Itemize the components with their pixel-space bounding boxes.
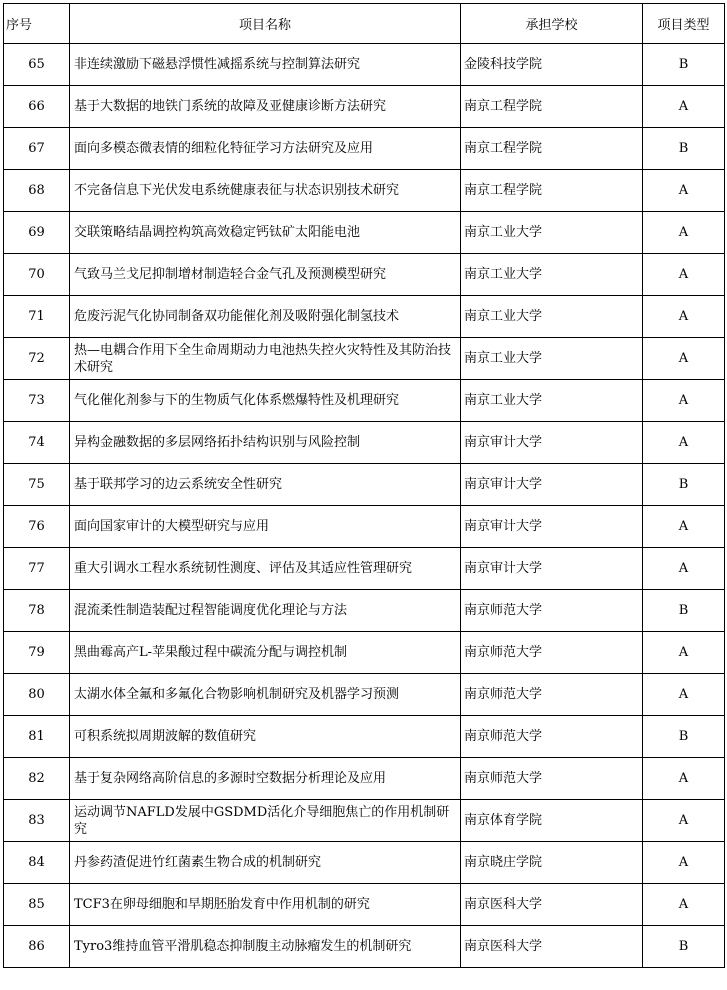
- row-project-name: TCF3在卵母细胞和早期胚胎发育中作用机制的研究: [70, 884, 461, 926]
- table-row: [4, 128, 725, 170]
- row-school: 南京师范大学: [461, 632, 643, 674]
- table-row: [4, 800, 725, 842]
- row-seq: 74: [4, 422, 70, 464]
- table-row: [4, 716, 725, 758]
- row-school: 南京师范大学: [461, 674, 643, 716]
- row-seq: 84: [4, 842, 70, 884]
- row-school: 南京工业大学: [461, 212, 643, 254]
- table-row: [4, 254, 725, 296]
- row-seq: 70: [4, 254, 70, 296]
- table-body: [4, 44, 725, 968]
- row-school: 南京工程学院: [461, 128, 643, 170]
- row-project-type: A: [643, 254, 725, 296]
- table-row: [4, 548, 725, 590]
- row-project-type: A: [643, 380, 725, 422]
- row-project-type: B: [643, 926, 725, 968]
- row-project-type: B: [643, 590, 725, 632]
- row-project-type: B: [643, 128, 725, 170]
- table-row: [4, 842, 725, 884]
- row-project-name: Tyro3维持血管平滑肌稳态抑制腹主动脉瘤发生的机制研究: [70, 926, 461, 968]
- row-seq: 85: [4, 884, 70, 926]
- row-project-name: 太湖水体全氟和多氟化合物影响机制研究及机器学习预测: [70, 674, 461, 716]
- table-row: [4, 926, 725, 968]
- row-school: 南京医科大学: [461, 884, 643, 926]
- row-seq: 86: [4, 926, 70, 968]
- table-row: [4, 380, 725, 422]
- table-row: [4, 674, 725, 716]
- row-project-name: 基于复杂网络高阶信息的多源时空数据分析理论及应用: [70, 758, 461, 800]
- table-row: [4, 296, 725, 338]
- row-project-type: A: [643, 548, 725, 590]
- row-project-type: A: [643, 296, 725, 338]
- table-row: [4, 506, 725, 548]
- row-school: 南京工业大学: [461, 254, 643, 296]
- row-project-type: A: [643, 422, 725, 464]
- row-school: 南京工程学院: [461, 86, 643, 128]
- header-seq: 序号: [4, 4, 70, 44]
- row-school: 南京审计大学: [461, 506, 643, 548]
- row-project-type: A: [643, 212, 725, 254]
- row-school: 南京审计大学: [461, 548, 643, 590]
- table-row: [4, 884, 725, 926]
- row-seq: 81: [4, 716, 70, 758]
- row-school: 南京工业大学: [461, 296, 643, 338]
- row-project-type: A: [643, 758, 725, 800]
- table-row: [4, 464, 725, 506]
- table-row: [4, 590, 725, 632]
- row-project-type: B: [643, 464, 725, 506]
- row-project-name: 异构金融数据的多层网络拓扑结构识别与风险控制: [70, 422, 461, 464]
- row-project-type: B: [643, 716, 725, 758]
- table-row: [4, 422, 725, 464]
- row-project-name: 面向国家审计的大模型研究与应用: [70, 506, 461, 548]
- header-school: 承担学校: [461, 4, 643, 44]
- row-project-type: A: [643, 800, 725, 842]
- row-seq: 82: [4, 758, 70, 800]
- row-school: 南京晓庄学院: [461, 842, 643, 884]
- row-seq: 66: [4, 86, 70, 128]
- row-project-type: A: [643, 632, 725, 674]
- row-project-type: A: [643, 86, 725, 128]
- row-school: 南京师范大学: [461, 716, 643, 758]
- row-school: 南京审计大学: [461, 464, 643, 506]
- row-school: 南京工程学院: [461, 170, 643, 212]
- row-project-name: 非连续激励下磁悬浮惯性减摇系统与控制算法研究: [70, 44, 461, 86]
- row-project-name: 气致马兰戈尼抑制增材制造轻合金气孔及预测模型研究: [70, 254, 461, 296]
- row-seq: 83: [4, 800, 70, 842]
- row-school: 南京医科大学: [461, 926, 643, 968]
- row-project-name: 气化催化剂参与下的生物质气化体系燃爆特性及机理研究: [70, 380, 461, 422]
- row-project-type: A: [643, 674, 725, 716]
- table-row: [4, 338, 725, 380]
- row-seq: 68: [4, 170, 70, 212]
- row-seq: 71: [4, 296, 70, 338]
- row-project-name: 混流柔性制造装配过程智能调度优化理论与方法: [70, 590, 461, 632]
- row-school: 南京师范大学: [461, 758, 643, 800]
- table-row: [4, 86, 725, 128]
- row-seq: 69: [4, 212, 70, 254]
- row-school: 南京审计大学: [461, 422, 643, 464]
- row-project-name: 热—电耦合作用下全生命周期动力电池热失控火灾特性及其防治技术研究: [70, 338, 461, 380]
- row-project-name: 不完备信息下光伏发电系统健康表征与状态识别技术研究: [70, 170, 461, 212]
- row-school: 南京师范大学: [461, 590, 643, 632]
- row-project-name: 危废污泥气化协同制备双功能催化剂及吸附强化制氢技术: [70, 296, 461, 338]
- header-type: 项目类型: [643, 4, 725, 44]
- row-project-name: 面向多模态微表情的细粒化特征学习方法研究及应用: [70, 128, 461, 170]
- header-row: [4, 4, 725, 44]
- row-project-type: A: [643, 506, 725, 548]
- row-project-name: 重大引调水工程水系统韧性测度、评估及其适应性管理研究: [70, 548, 461, 590]
- row-project-type: A: [643, 842, 725, 884]
- row-project-name: 运动调节NAFLD发展中GSDMD活化介导细胞焦亡的作用机制研究: [70, 800, 461, 842]
- row-project-name: 基于联邦学习的边云系统安全性研究: [70, 464, 461, 506]
- row-project-name: 黑曲霉高产L-苹果酸过程中碳流分配与调控机制: [70, 632, 461, 674]
- row-seq: 80: [4, 674, 70, 716]
- row-project-type: A: [643, 170, 725, 212]
- row-project-name: 交联策略结晶调控构筑高效稳定钙钛矿太阳能电池: [70, 212, 461, 254]
- table-row: [4, 170, 725, 212]
- row-school: 南京工业大学: [461, 338, 643, 380]
- row-seq: 76: [4, 506, 70, 548]
- table-row: [4, 212, 725, 254]
- row-project-type: A: [643, 884, 725, 926]
- table-row: [4, 44, 725, 86]
- row-seq: 78: [4, 590, 70, 632]
- row-seq: 65: [4, 44, 70, 86]
- table-row: [4, 758, 725, 800]
- row-project-name: 丹参药渣促进竹红菌素生物合成的机制研究: [70, 842, 461, 884]
- project-table: [3, 3, 725, 968]
- row-project-type: B: [643, 44, 725, 86]
- row-seq: 73: [4, 380, 70, 422]
- row-seq: 79: [4, 632, 70, 674]
- row-school: 金陵科技学院: [461, 44, 643, 86]
- table-row: [4, 632, 725, 674]
- row-project-name: 基于大数据的地铁门系统的故障及亚健康诊断方法研究: [70, 86, 461, 128]
- row-school: 南京体育学院: [461, 800, 643, 842]
- row-seq: 77: [4, 548, 70, 590]
- row-seq: 72: [4, 338, 70, 380]
- row-school: 南京工业大学: [461, 380, 643, 422]
- header-name: 项目名称: [70, 4, 461, 44]
- row-project-type: A: [643, 338, 725, 380]
- row-project-name: 可积系统拟周期波解的数值研究: [70, 716, 461, 758]
- row-seq: 75: [4, 464, 70, 506]
- row-seq: 67: [4, 128, 70, 170]
